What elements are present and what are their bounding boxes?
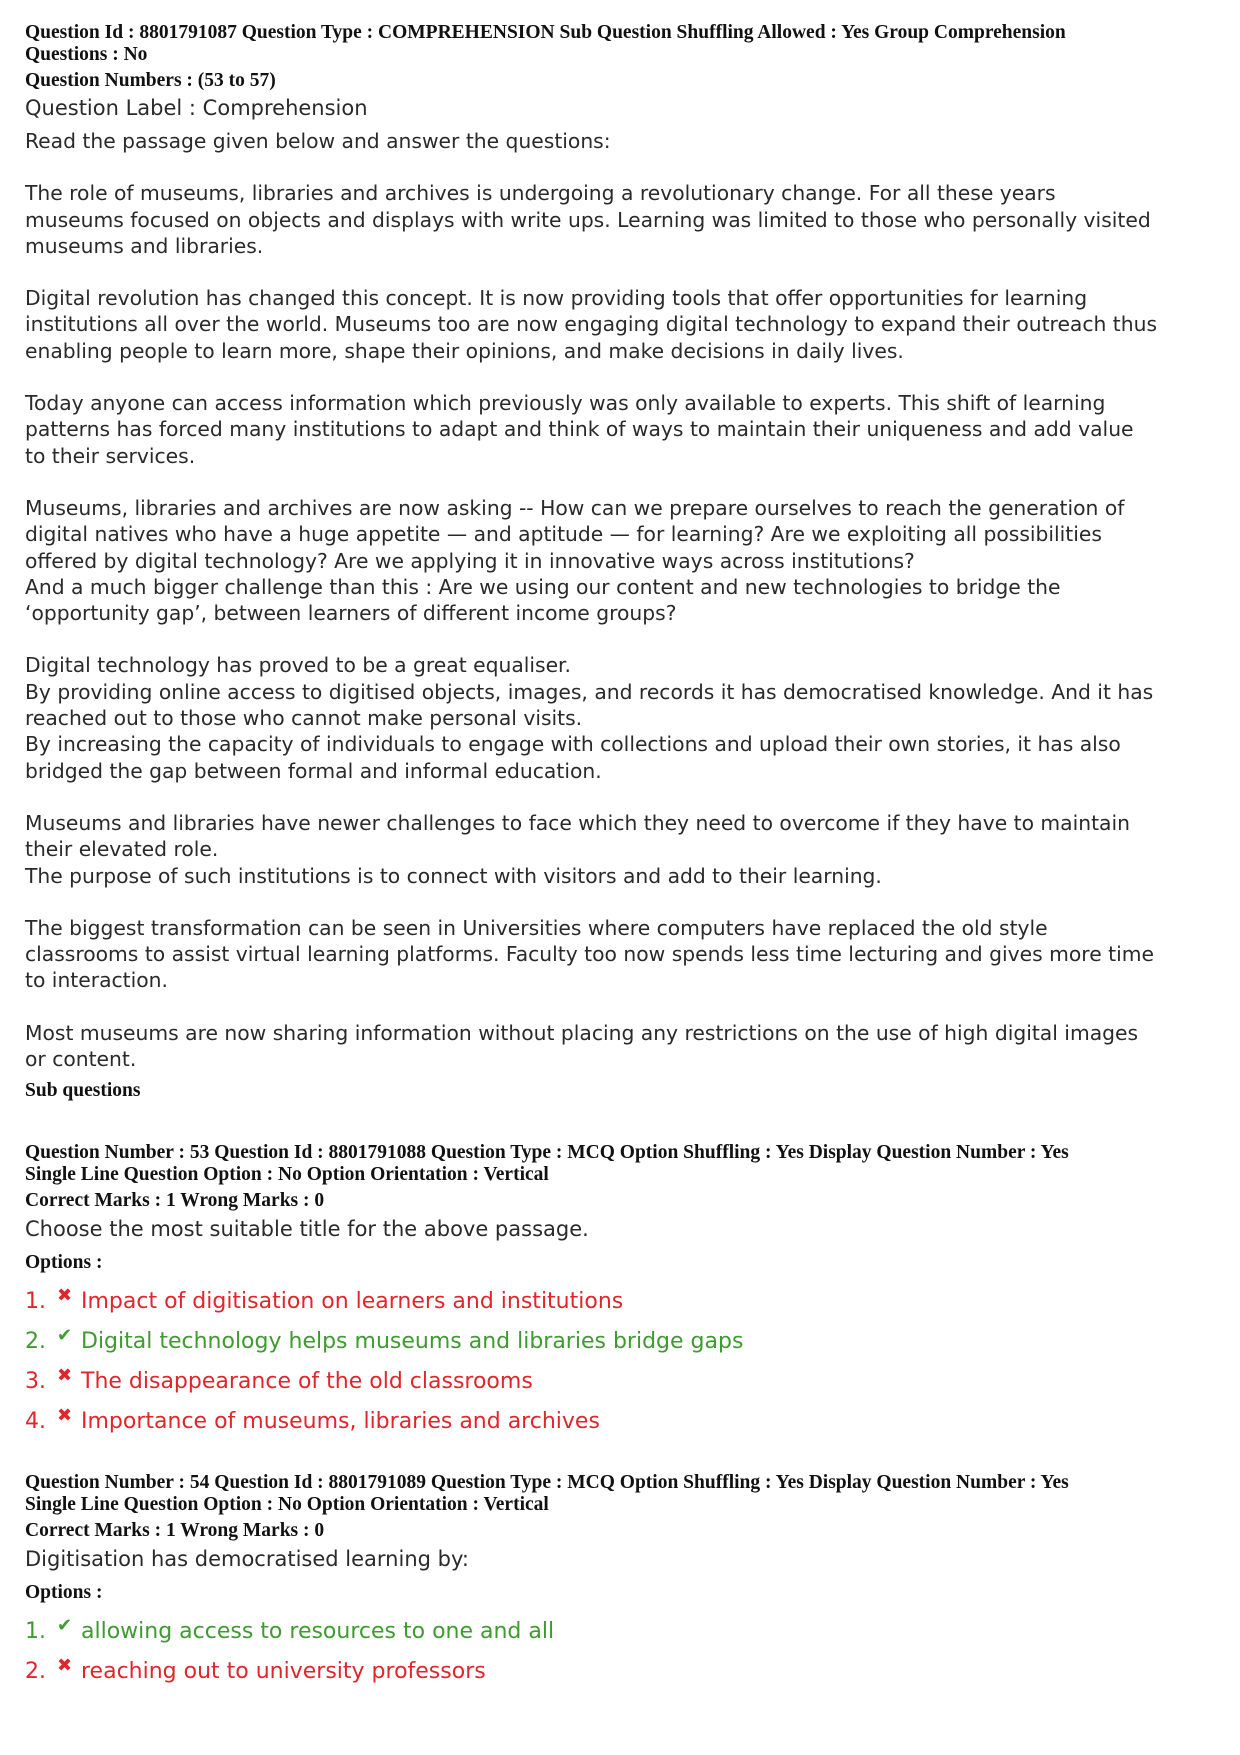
question-numbers: Question Numbers : (53 to 57) [25, 70, 276, 91]
question-text: Digitisation has democratised learning by: [25, 1547, 469, 1572]
option-number: 2. [25, 1329, 46, 1355]
passage [25, 180, 1220, 1072]
question-text: Choose the most suitable title for the above passage. [25, 1217, 589, 1242]
passage-paragraph: Digital technology has proved to be a great equaliser. By providing online access to digitised objects, images, and records it has democratised knowledge. And it has reached out to those who cannot make personal visits. By increasing the capacity of individuals to engage with collections and upload their own stories, it has also bridged the gap between formal and informal education. [25, 653, 1154, 783]
passage-paragraph: The role of museums, libraries and archives is undergoing a revolutionary change. For all these years museums focused on objects and displays with write ups. Learning was limited to those who personally visited museums and libraries. [25, 181, 1151, 258]
comprehension-meta-line1: Question Id : 8801791087 Question Type : COMPREHENSION Sub Question Shuffling Allowed : Yes Group Comprehension [25, 22, 1066, 43]
passage-paragraph: Today anyone can access information which previously was only available to experts. This shift of learning patterns has forced many institutions to adapt and think of ways to maintain their uniqueness and add value to their services. [25, 391, 1134, 468]
document-page [25, 22, 1220, 1692]
passage-paragraph: Most museums are now sharing information without placing any restrictions on the use of high digital images or content. [25, 1020, 1139, 1072]
question-meta-line2: Single Line Question Option : No Option Orientation : Vertical [25, 1494, 549, 1516]
option-number: 1. [25, 1289, 46, 1315]
option-text: Impact of digitisation on learners and institutions [81, 1289, 624, 1315]
question-label: Question Label : Comprehension [25, 96, 368, 120]
option-2 [25, 1652, 1220, 1692]
question-53 [25, 1142, 1220, 1442]
option-text: Digital technology helps museums and libraries bridge gaps [81, 1329, 744, 1355]
check-icon: ✔ [57, 1615, 73, 1637]
passage-paragraph: The biggest transformation can be seen in Universities where computers have replaced the old style classrooms to assist virtual learning platforms. Faculty too now spends less time lecturing and gives more time to interaction. [25, 915, 1154, 993]
question-meta-line1: Question Number : 53 Question Id : 8801791088 Question Type : MCQ Option Shuffling : Yes Display Question Number : Yes [25, 1142, 1069, 1164]
option-4 [25, 1402, 1220, 1442]
cross-icon: ✖ [57, 1285, 73, 1307]
comprehension-meta-line2: Questions : No [25, 44, 148, 65]
option-number: 1. [25, 1619, 46, 1645]
cross-icon: ✖ [57, 1655, 73, 1677]
passage-paragraph: Museums, libraries and archives are now asking -- How can we prepare ourselves to reach the generation of digital natives who have a huge appetite — and aptitude — for learning? Are we exploiting all possibilities offered by digital technology? Are we applying it in innovative ways across institutions? And a much bigger challenge than this : Are we using our content and new technologies to bridge the ‘opportunity gap’, between learners of different income groups? [25, 495, 1125, 626]
question-marks: Correct Marks : 1 Wrong Marks : 0 [25, 1190, 325, 1212]
option-text: The disappearance of the old classrooms [81, 1369, 533, 1395]
option-text: reaching out to university professors [81, 1659, 486, 1685]
cross-icon: ✖ [57, 1365, 73, 1387]
passage-intro: Read the passage given below and answer the questions: [25, 129, 611, 153]
question-54 [25, 1472, 1220, 1692]
check-icon: ✔ [57, 1325, 73, 1347]
option-1 [25, 1282, 1220, 1322]
option-text: allowing access to resources to one and all [81, 1619, 555, 1645]
option-number: 3. [25, 1369, 46, 1395]
question-meta-line1: Question Number : 54 Question Id : 8801791089 Question Type : MCQ Option Shuffling : Yes Display Question Number : Yes [25, 1472, 1069, 1494]
question-marks: Correct Marks : 1 Wrong Marks : 0 [25, 1520, 325, 1542]
passage-paragraph: Digital revolution has changed this concept. It is now providing tools that offer opportunities for learning institutions all over the world. Museums too are now engaging digital technology to expand their outreach thus enabling people to learn more, shape their opinions, and make decisions in daily lives. [25, 286, 1158, 363]
option-number: 2. [25, 1659, 46, 1685]
option-3 [25, 1362, 1220, 1402]
passage-paragraph: Museums and libraries have newer challenges to face which they need to overcome if they have to maintain their elevated role. The purpose of such institutions is to connect with visitors and add to their learning. [25, 810, 1130, 888]
option-2 [25, 1322, 1220, 1362]
options-list [25, 1282, 1220, 1442]
question-meta-line2: Single Line Question Option : No Option Orientation : Vertical [25, 1164, 549, 1186]
option-number: 4. [25, 1409, 46, 1435]
option-text: Importance of museums, libraries and archives [81, 1409, 600, 1435]
cross-icon: ✖ [57, 1405, 73, 1427]
option-1 [25, 1612, 1220, 1652]
options-list [25, 1612, 1220, 1692]
sub-questions-heading: Sub questions [25, 1080, 141, 1102]
options-heading: Options : [25, 1582, 103, 1604]
options-heading: Options : [25, 1252, 103, 1274]
